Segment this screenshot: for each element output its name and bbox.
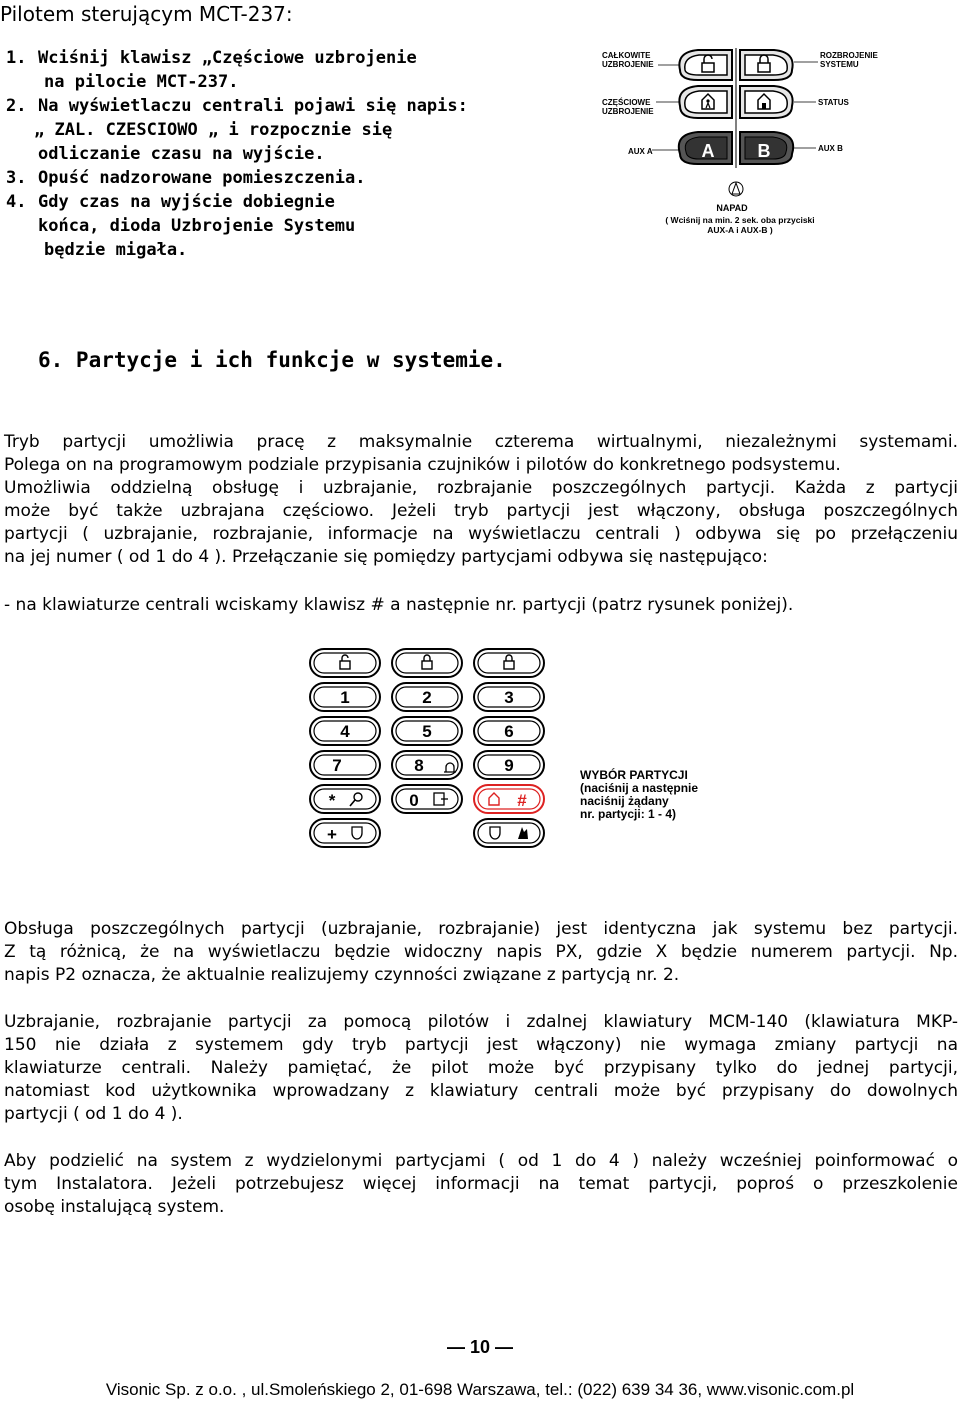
key-1[interactable] bbox=[310, 683, 380, 711]
panic-label: NAPAD bbox=[716, 203, 748, 213]
key-label: 8 bbox=[414, 756, 424, 775]
key-4[interactable] bbox=[310, 717, 380, 745]
key-5[interactable] bbox=[392, 717, 462, 745]
btn-b-label: B bbox=[757, 141, 771, 161]
paragraph-partition-operation bbox=[4, 918, 958, 987]
step-line: Opuść nadzorowane pomieszczenia. bbox=[38, 168, 366, 188]
key-disarm[interactable] bbox=[310, 649, 380, 677]
aux-a-button bbox=[679, 132, 732, 164]
step-line: na pilocie MCT-237. bbox=[44, 72, 239, 92]
key-label: 3 bbox=[504, 688, 514, 707]
keypad-caption-2: (naciśnij a następnie bbox=[580, 781, 699, 795]
text-line: partycji ( od 1 do 4 ). bbox=[4, 1104, 183, 1124]
key-9[interactable] bbox=[474, 751, 544, 779]
text-line: na jej numer ( od 1 do 4 ). Przełączanie się pomiędzy partycjami odbywa się następująco: bbox=[4, 547, 768, 567]
step-3 bbox=[6, 166, 526, 190]
paragraph-partitions-intro bbox=[4, 431, 958, 569]
text-line: napis P2 oznacza, że aktualnie realizujemy czynności związane z partycją nr. 2. bbox=[4, 965, 680, 985]
step-line: będzie migała. bbox=[44, 240, 188, 260]
keypad-caption-1: WYBÓR PARTYCJI bbox=[580, 768, 688, 782]
text-line: klawiaturze centrali. Należy pamiętać, że pilot może być przypisany tylko do jednej partycji, bbox=[4, 1058, 958, 1078]
text-line: Umożliwia oddzielną obsługę i uzbrajanie, rozbrajanie poszczególnych partycji. Każda z partycji bbox=[4, 478, 958, 498]
panic-note-2: AUX-A i AUX-B ) bbox=[707, 225, 773, 235]
full-arm-label-1: CAŁKOWITE bbox=[602, 51, 651, 60]
aux-b-button bbox=[740, 132, 793, 164]
panic-note-1: ( Wciśnij na min. 2 sek. oba przyciski bbox=[665, 215, 815, 225]
key-label: 7 bbox=[332, 756, 342, 775]
key-label: 0 bbox=[409, 791, 419, 810]
step-line: odliczanie czasu na wyjście. bbox=[38, 144, 325, 164]
key-label: 6 bbox=[504, 722, 514, 741]
disarm-label-1: ROZBROJENIE bbox=[820, 51, 878, 60]
step-line: „ ZAL. CZESCIOWO „ i rozpocznie się bbox=[34, 120, 393, 140]
keypad-caption-3: naciśnij żądany bbox=[580, 794, 669, 808]
key-hash[interactable] bbox=[474, 785, 544, 813]
step-number: 1. bbox=[6, 48, 27, 68]
page-heading: Pilotem sterującym MCT-237: bbox=[0, 2, 293, 26]
key-7[interactable] bbox=[310, 751, 380, 779]
shield-icon bbox=[352, 827, 362, 839]
step-line: Wciśnij klawisz „Częściowe uzbrojenie bbox=[38, 48, 417, 68]
keypad-diagram bbox=[302, 645, 722, 853]
key-label: 5 bbox=[422, 722, 432, 741]
page-number: — 10 — bbox=[446, 1337, 514, 1357]
steps-list bbox=[6, 46, 526, 262]
key-label: # bbox=[517, 791, 527, 810]
btn-a-label: A bbox=[701, 141, 715, 161]
text-line: osobę instalującą system. bbox=[4, 1197, 225, 1217]
disarm-label-2: SYSTEMU bbox=[820, 60, 859, 69]
text-line: natomiast kod użytkownika wprowadzany z klawiatury centrali może być przypisany do dowolnych bbox=[4, 1081, 958, 1101]
key-emergency[interactable] bbox=[474, 819, 544, 847]
page-footer: Visonic Sp. z o.o. , ul.Smoleńskiego 2, 01-698 Warszawa, tel.: (022) 639 34 36, www.visonic.com.pl bbox=[105, 1380, 855, 1399]
text-line: 150 nie działa z systemem gdy tryb partycji jest włączony) nie wymaga zmiany partycji na bbox=[4, 1035, 958, 1055]
key-star[interactable] bbox=[310, 785, 380, 813]
key-6[interactable] bbox=[474, 717, 544, 745]
paragraph-installer-note bbox=[4, 1150, 958, 1219]
paragraph-remote-arming bbox=[4, 1011, 958, 1126]
key-label: 2 bbox=[422, 688, 432, 707]
remote-diagram bbox=[598, 46, 888, 241]
step-line: Na wyświetlaczu centrali pojawi się napis: bbox=[38, 96, 468, 116]
key-part-arm[interactable] bbox=[392, 649, 462, 677]
step-line: Gdy czas na wyjście dobiegnie bbox=[38, 192, 335, 212]
status-label: STATUS bbox=[818, 98, 849, 107]
text-line: Uzbrajanie, rozbrajanie partycji za pomocą pilotów i zdalnej klawiatury MCM-140 (klawiatura MKP- bbox=[4, 1012, 958, 1032]
aux-a-label: AUX A bbox=[628, 147, 653, 156]
step-line: końca, dioda Uzbrojenie Systemu bbox=[38, 216, 356, 236]
key-label: 1 bbox=[340, 688, 350, 707]
key-plus[interactable] bbox=[310, 819, 380, 847]
key-label: + bbox=[327, 825, 337, 844]
keypad-keys bbox=[310, 649, 544, 847]
text-line: Polega on na programowym podziale przypisania czujników i pilotów do konkretnego podsystemu. bbox=[4, 455, 841, 475]
text-line: może być także uzbrajana częściowo. Jeżeli tryb partycji jest włączony, obsługa poszczególnych bbox=[4, 501, 958, 521]
step-4 bbox=[6, 190, 526, 262]
text-line: tym Instalatora. Jeżeli potrzebujesz więcej informacji na temat partycji, poproś o przeszkolenie bbox=[4, 1174, 958, 1194]
key-label: 9 bbox=[504, 756, 514, 775]
key-8[interactable] bbox=[392, 751, 462, 779]
key-label: 4 bbox=[340, 722, 350, 741]
step-2 bbox=[6, 94, 526, 166]
key-full-arm[interactable] bbox=[474, 649, 544, 677]
part-arm-label-1: CZĘŚCIOWE bbox=[602, 98, 651, 107]
key-label: * bbox=[328, 791, 336, 810]
keypad-caption-4: nr. partycji: 1 - 4) bbox=[580, 807, 677, 821]
part-arm-label-2: UZBROJENIE bbox=[602, 107, 654, 116]
shield-icon bbox=[490, 827, 500, 839]
aux-b-label: AUX B bbox=[818, 144, 843, 153]
full-arm-label-2: UZBROJENIE bbox=[602, 60, 654, 69]
step-number: 3. bbox=[6, 168, 27, 188]
paragraph-keypad-instruction: - na klawiaturze centrali wciskamy klawisz # a następnie nr. partycji (patrz rysunek poniżej). bbox=[4, 595, 794, 615]
step-number: 2. bbox=[6, 96, 27, 116]
text-line: Z tą różnicą, że na wyświetlaczu będzie widoczny napis PX, gdzie X będzie numerem partycji. Np. bbox=[4, 942, 958, 962]
key-0[interactable] bbox=[392, 785, 462, 813]
text-line: partycji ( uzbrajanie, rozbrajanie, informacje na wyświetlaczu centrali ) odbywa się po przełączeniu bbox=[4, 524, 958, 544]
step-1 bbox=[6, 46, 526, 94]
key-2[interactable] bbox=[392, 683, 462, 711]
section-title: 6. Partycje i ich funkcje w systemie. bbox=[38, 348, 506, 372]
text-line: Obsługa poszczególnych partycji (uzbrajanie, rozbrajanie) jest identyczna jak systemu bez partycji. bbox=[4, 919, 958, 939]
text-line: Tryb partycji umożliwia pracę z maksymalnie czterema wirtualnymi, niezależnymi systemami. bbox=[4, 432, 958, 452]
step-number: 4. bbox=[6, 192, 27, 212]
key-3[interactable] bbox=[474, 683, 544, 711]
text-line: Aby podzielić na system z wydzielonymi partycjami ( od 1 do 4 ) należy wcześniej poinformować o bbox=[4, 1151, 958, 1171]
panic-icon bbox=[729, 182, 743, 196]
